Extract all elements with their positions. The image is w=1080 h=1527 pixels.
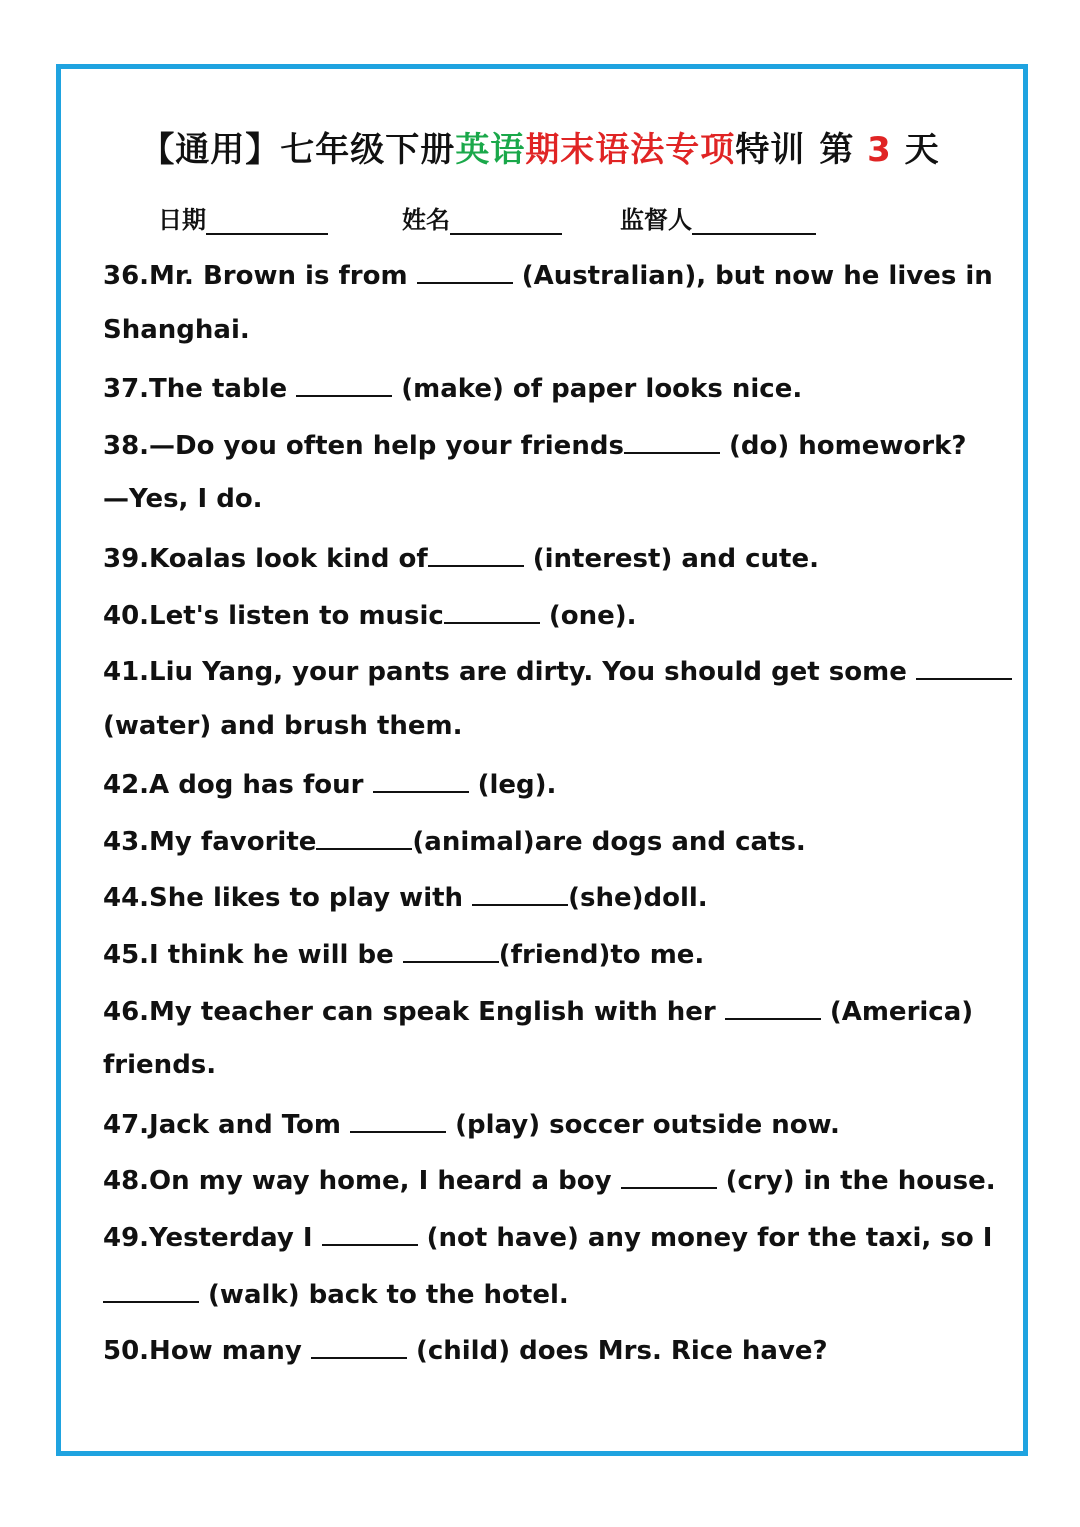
title-day-prefix: 第	[819, 130, 868, 170]
date-label: 日期	[158, 206, 206, 234]
date-blank[interactable]	[206, 205, 328, 235]
question-36-cont: Shanghai.	[103, 315, 250, 345]
name-blank[interactable]	[450, 205, 562, 235]
answer-blank[interactable]	[444, 596, 540, 624]
title-day-suffix: 天	[891, 130, 940, 170]
answer-blank[interactable]	[725, 992, 821, 1020]
question-46: 46.My teacher can speak English with her (America)	[103, 992, 973, 1029]
question-48: 48.On my way home, I heard a boy (cry) in the house.	[103, 1161, 996, 1198]
question-47: 47.Jack and Tom (play) soccer outside now.	[103, 1105, 840, 1142]
title-prefix: 【通用】七年级下册	[140, 130, 456, 170]
question-49-cont: (walk) back to the hotel.	[103, 1275, 569, 1312]
answer-blank[interactable]	[350, 1105, 446, 1133]
question-38: 38.—Do you often help your friends (do) homework?	[103, 426, 966, 463]
answer-blank[interactable]	[621, 1161, 717, 1189]
supervisor-field	[620, 200, 816, 235]
supervisor-blank[interactable]	[692, 205, 816, 235]
question-41-cont: (water) and brush them.	[103, 711, 463, 741]
question-45: 45.I think he will be (friend)to me.	[103, 935, 704, 972]
answer-blank[interactable]	[916, 652, 1012, 680]
question-50: 50.How many (child) does Mrs. Rice have?	[103, 1331, 828, 1368]
question-44: 44.She likes to play with (she)doll.	[103, 878, 708, 915]
name-label: 姓名	[402, 206, 450, 234]
title-training: 特训	[735, 130, 806, 170]
question-39: 39.Koalas look kind of (interest) and cute.	[103, 539, 819, 576]
date-field	[158, 200, 328, 235]
answer-blank[interactable]	[417, 256, 513, 284]
answer-blank[interactable]	[311, 1331, 407, 1359]
answer-blank[interactable]	[624, 426, 720, 454]
name-field	[402, 200, 562, 235]
answer-blank[interactable]	[316, 822, 412, 850]
question-42: 42.A dog has four (leg).	[103, 765, 556, 802]
answer-blank[interactable]	[428, 539, 524, 567]
answer-blank[interactable]	[103, 1275, 199, 1303]
title-day-number: 3	[867, 130, 892, 170]
supervisor-label: 监督人	[620, 206, 692, 234]
answer-blank[interactable]	[403, 935, 499, 963]
question-40: 40.Let's listen to music (one).	[103, 596, 637, 633]
answer-blank[interactable]	[472, 878, 568, 906]
question-38-cont: —Yes, I do.	[103, 484, 263, 514]
question-43: 43.My favorite (animal)are dogs and cats.	[103, 822, 806, 859]
title-topic: 期末语法专项	[525, 130, 736, 170]
question-46-cont: friends.	[103, 1050, 217, 1080]
answer-blank[interactable]	[322, 1218, 418, 1246]
question-37: 37.The table (make) of paper looks nice.	[103, 369, 802, 406]
question-36: 36.Mr. Brown is from (Australian), but now he lives in	[103, 256, 993, 293]
answer-blank[interactable]	[373, 765, 469, 793]
page-title	[0, 122, 1080, 171]
title-subject: 英语	[455, 130, 526, 170]
question-49: 49.Yesterday I (not have) any money for the taxi, so I	[103, 1218, 992, 1255]
answer-blank[interactable]	[296, 369, 392, 397]
question-41: 41.Liu Yang, your pants are dirty. You should get some	[103, 652, 1012, 689]
